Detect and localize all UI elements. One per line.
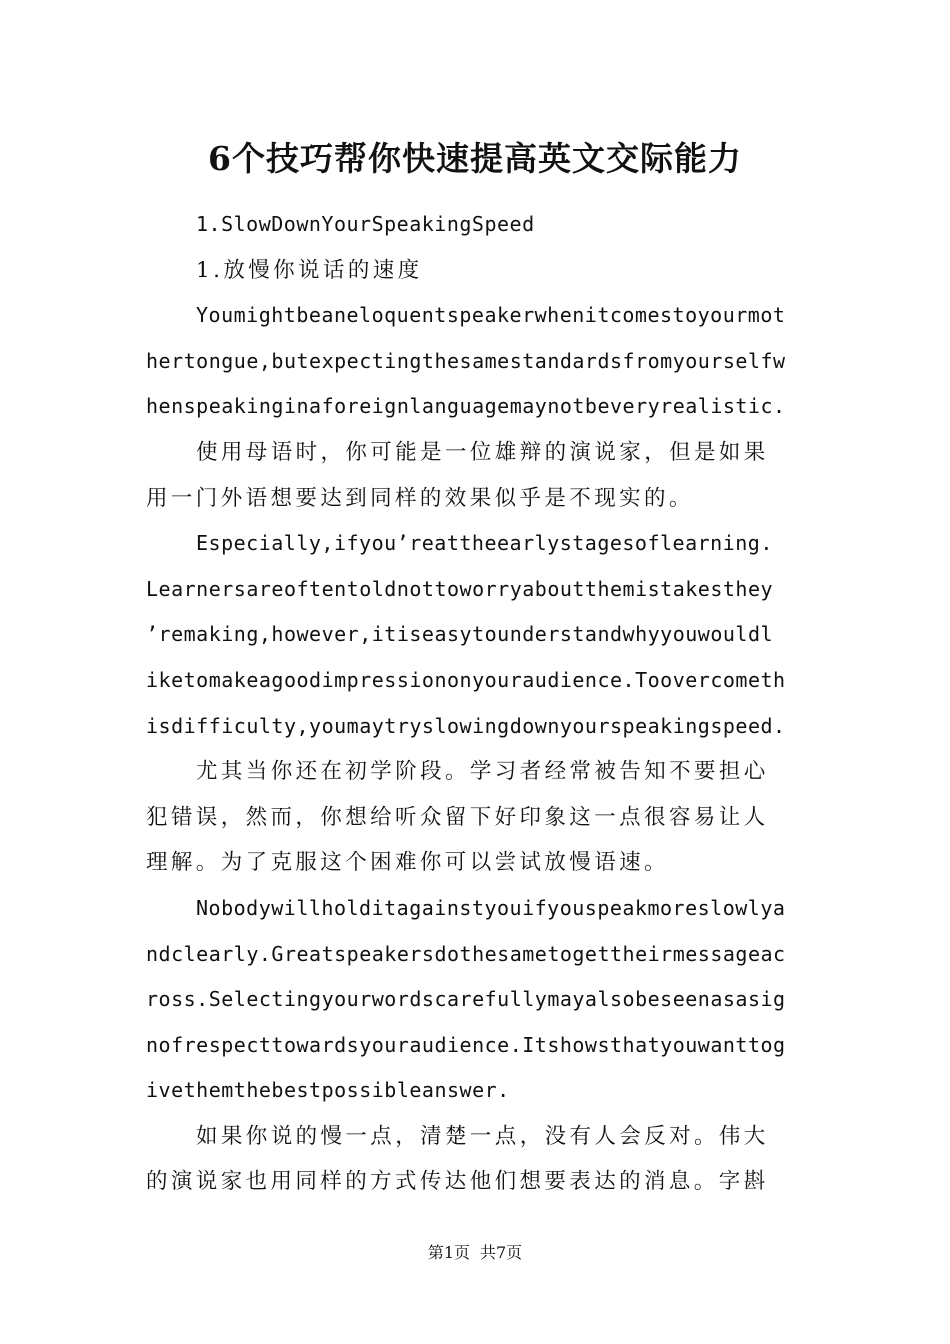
- paragraph-line: 的演说家也用同样的方式传达他们想要表达的消息。字斟: [146, 1169, 769, 1195]
- paragraph-line: 犯错误，然而，你想给听众留下好印象这一点很容易让人: [146, 804, 769, 830]
- paragraph-line: henspeakinginaforeignlanguagemaynotbeveryrealistic.: [146, 394, 786, 419]
- paragraph-line: nofrespecttowardsyouraudience.Itshowsthatyouwanttog: [146, 1032, 786, 1057]
- paragraph-line: isdifficulty,youmaytryslowingdownyourspeakingspeed.: [146, 713, 786, 738]
- paragraph-line: iketomakeagoodimpressiononyouraudience.Toovercometh: [146, 667, 786, 692]
- paragraph-line: Youmightbeaneloquentspeakerwhenitcomestoyourmot: [196, 303, 786, 328]
- page-footer: [0, 1241, 950, 1265]
- heading-line-en: 1.SlowDownYourSpeakingSpeed: [196, 212, 535, 236]
- heading-line-zh: 1.放慢你说话的速度: [196, 257, 423, 283]
- paragraph-line: 使用母语时，你可能是一位雄辩的演说家，但是如果: [196, 439, 769, 465]
- paragraph-line: ’remaking,however,itiseasytounderstandwhyyouwouldl: [146, 622, 774, 647]
- paragraph-line: Learnersareoftentoldnottoworryaboutthemistakesthey: [146, 576, 774, 601]
- paragraph-line: Nobodywillholditagainstyouifyouspeakmoreslowlya: [196, 895, 786, 920]
- document-body: [146, 202, 806, 1205]
- page-title: 6个技巧帮你快速提高英文交际能力: [208, 139, 742, 178]
- page-total: 共7页: [480, 1243, 523, 1262]
- paragraph-line: 用一门外语想要达到同样的效果似乎是不现实的。: [146, 485, 694, 511]
- paragraph-line: 如果你说的慢一点，清楚一点，没有人会反对。伟大: [196, 1123, 769, 1149]
- paragraph-line: ross.Selectingyourwordscarefullymayalsobeseenasasig: [146, 987, 786, 1012]
- paragraph-line: 尤其当你还在初学阶段。学习者经常被告知不要担心: [196, 759, 769, 785]
- paragraph-line: 理解。为了克服这个困难你可以尝试放慢语速。: [146, 850, 669, 876]
- paragraph-line: Especially,ifyou’reattheearlystagesoflearning.: [196, 531, 773, 556]
- paragraph-line: hertongue,butexpectingthesamestandardsfromyourselfw: [146, 348, 786, 373]
- paragraph-line: ndclearly.Greatspeakersdothesametogettheirmessageac: [146, 941, 786, 966]
- paragraph-line: ivethemthebestpossibleanswer.: [146, 1078, 510, 1103]
- page-number: 第1页: [427, 1243, 470, 1262]
